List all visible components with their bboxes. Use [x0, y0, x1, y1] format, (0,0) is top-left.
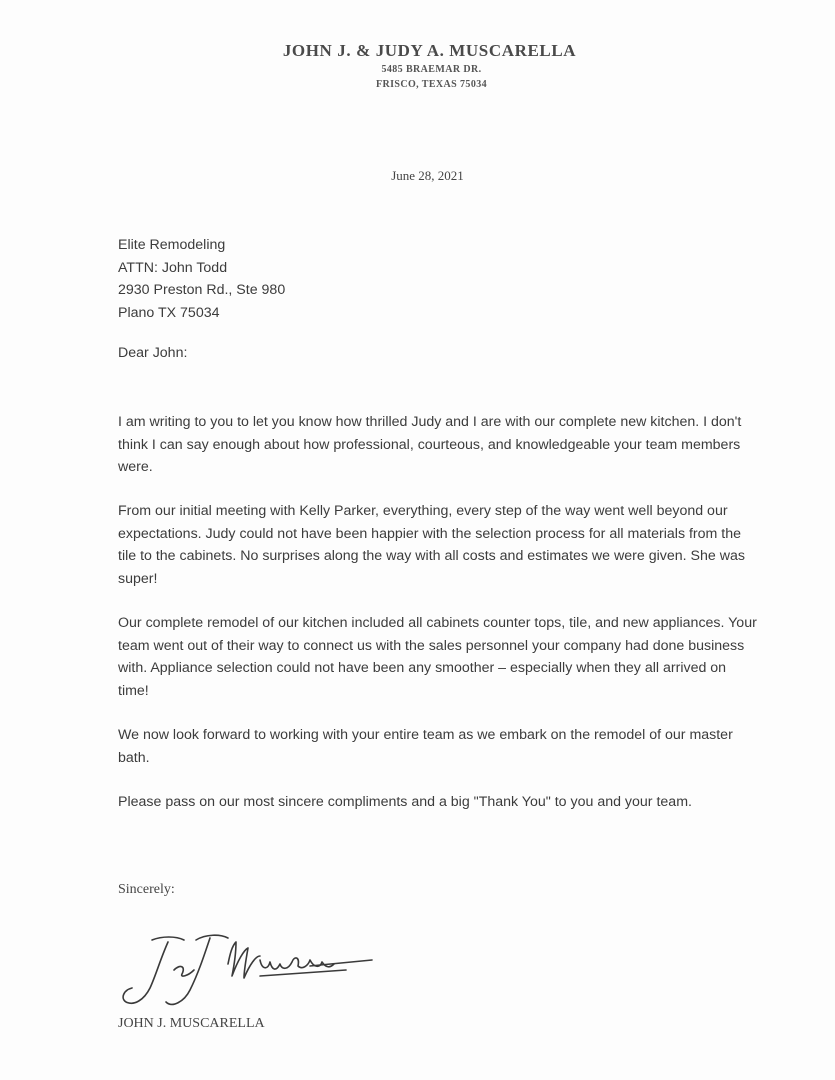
recipient-company: Elite Remodeling — [118, 237, 226, 253]
recipient-street: 2930 Preston Rd., Ste 980 — [118, 282, 286, 298]
paragraph-3: Our complete remodel of our kitchen included all cabinets counter tops, tile, and new appliances. Your team went out of their way to connect us with the sales personnel your company had done business with. Appliance selection could not have been any smoother – especially when they all arrived on time! — [118, 615, 757, 699]
closing: Sincerely: — [118, 882, 175, 897]
letterhead — [0, 40, 835, 92]
recipient-attn: ATTN: John Todd — [118, 259, 228, 276]
recipient-city: Plano TX 75034 — [118, 304, 220, 321]
signer-name: JOHN J. MUSCARELLA — [118, 1016, 265, 1031]
paragraph-1: I am writing to you to let you know how thrilled Judy and I are with our complete new kitchen. I don't think I can say enough about how professional, courteous, and knowledgeable your team members were. — [118, 414, 742, 475]
paragraph-5: Please pass on our most sincere compliments and a big "Thank You" to you and your team. — [118, 794, 692, 810]
paragraph-4: We now look forward to working with your entire team as we embark on the remodel of our master bath. — [118, 727, 733, 766]
handwritten-signature — [110, 920, 380, 1015]
letterhead-names: JOHN J. & JUDY A. MUSCARELLA — [282, 41, 577, 60]
letter-date: June 28, 2021 — [391, 168, 464, 183]
paragraph-2: From our initial meeting with Kelly Parker, everything, every step of the way went well beyond our expectations. Judy could not have been happier with the selection process for all materials from the tile to the cabinets. No surprises along the way with all costs and estimates we were given. She was super! — [118, 503, 745, 587]
letterhead-address-line1: 5485 BRAEMAR DR. — [381, 64, 482, 75]
letterhead-address-line2: FRISCO, TEXAS 75034 — [375, 79, 488, 90]
salutation: Dear John: — [118, 345, 188, 361]
recipient-address — [118, 234, 285, 324]
